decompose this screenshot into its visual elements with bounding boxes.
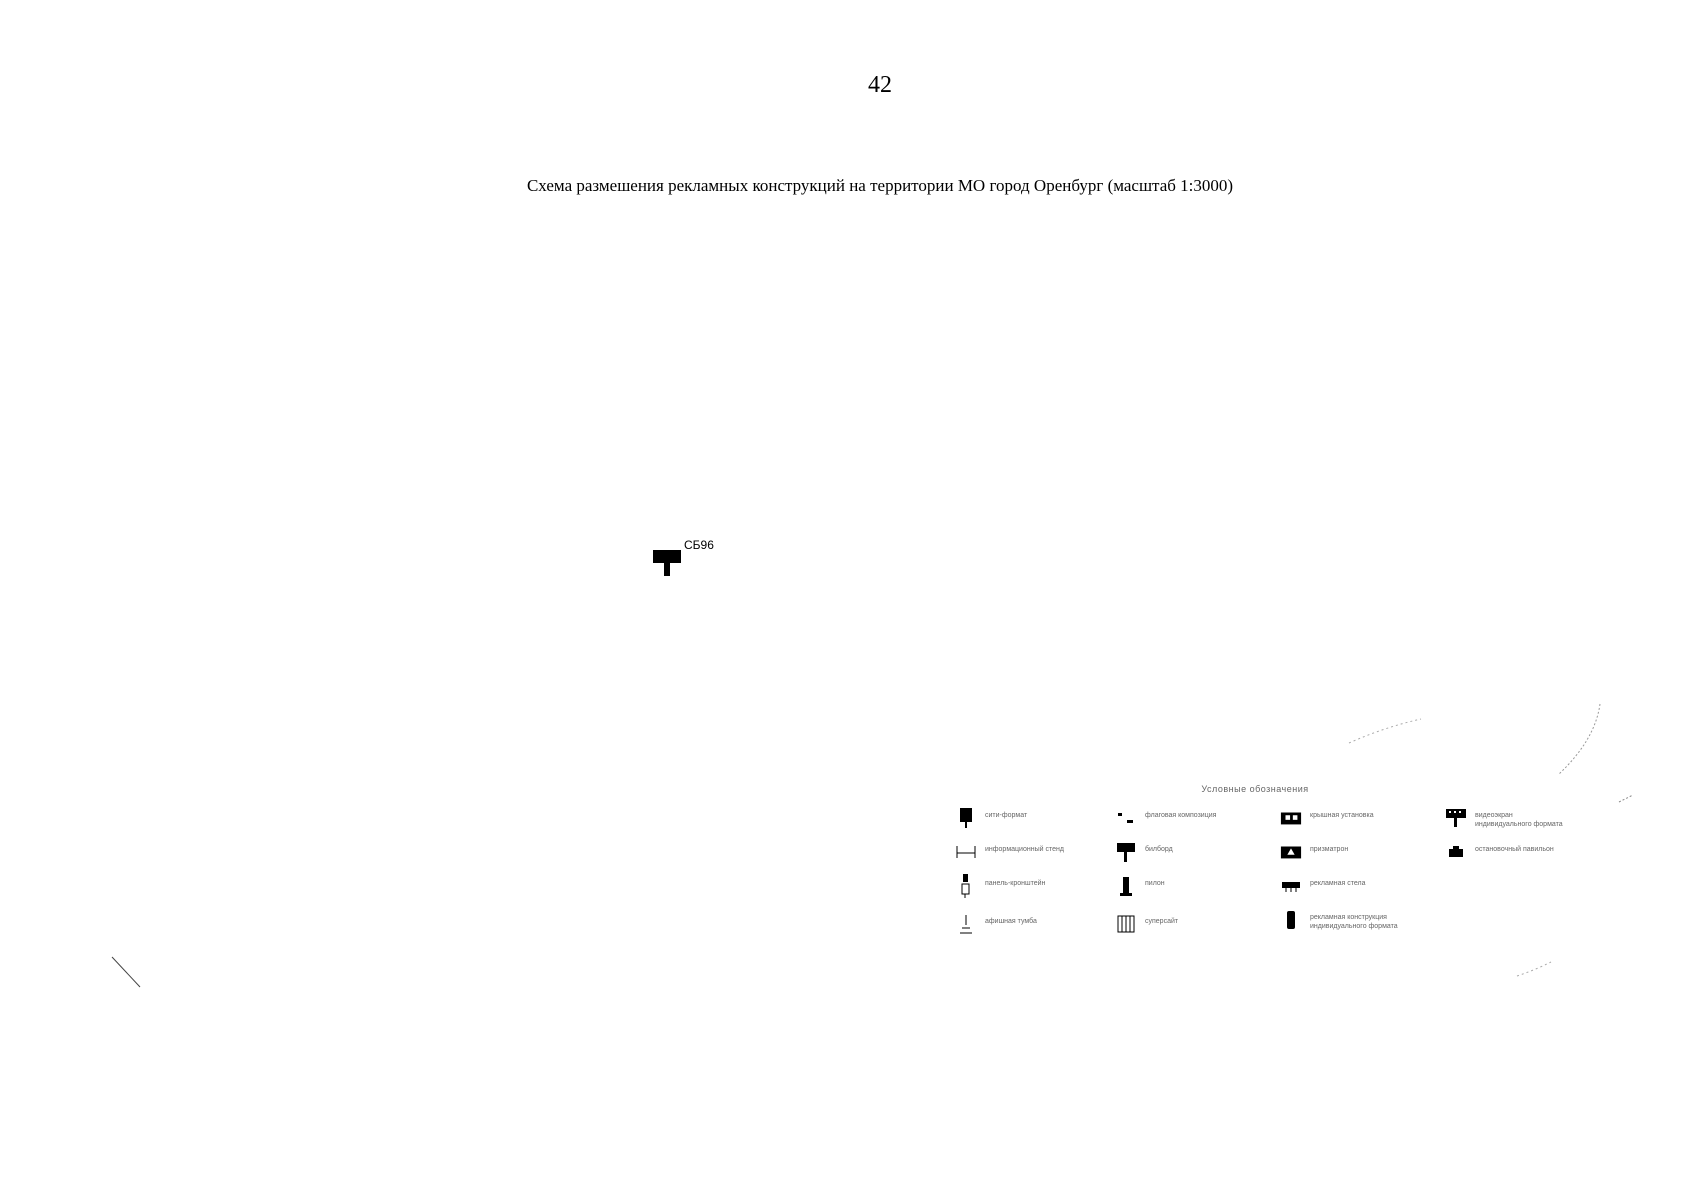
- billboard-icon: [1115, 842, 1137, 862]
- legend-item-label: панель-кронштейн: [985, 880, 1046, 887]
- individual-format-icon: [1280, 910, 1302, 930]
- legend-item: [955, 876, 1097, 896]
- legend-item-label: билборд: [1145, 846, 1173, 853]
- legend-item-label: призматрон: [1310, 846, 1349, 853]
- legend-item: [1115, 842, 1257, 862]
- legend-item-label: крышная установка: [1310, 812, 1374, 819]
- legend-item-label: рекламная конструкция индивидуального формата: [1310, 914, 1398, 930]
- advertising-stele-icon: [1280, 876, 1302, 896]
- prismatron-icon: [1280, 842, 1302, 862]
- supersite-icon: [1115, 914, 1137, 934]
- poster-column-icon: [955, 914, 977, 934]
- legend-item: [1280, 808, 1422, 828]
- video-screen-icon: [1445, 808, 1467, 828]
- billboard-icon[interactable]: [652, 548, 686, 578]
- legend-item: [1280, 842, 1422, 862]
- legend-item-label: остановочный павильон: [1475, 846, 1554, 853]
- legend-item: [1115, 876, 1257, 896]
- info-stand-icon: [955, 842, 977, 862]
- legend-item: [1115, 914, 1257, 934]
- legend-item: [1280, 876, 1422, 896]
- legend-item: [1445, 842, 1587, 862]
- map-line: [1555, 700, 1605, 780]
- legend-item-label: афишная тумба: [985, 918, 1037, 925]
- panel-bracket-icon: [955, 876, 977, 896]
- legend-title: Условные обозначения: [1201, 784, 1309, 794]
- marker-label: СБ96: [684, 538, 714, 552]
- legend-item-label: пилон: [1145, 880, 1165, 887]
- map-line: [1345, 715, 1425, 749]
- page-title: Схема размешения рекламных конструкций на территории МО город Оренбург (масштаб 1:3000): [526, 176, 1234, 195]
- legend-item-label: видеоэкран индивидуального формата: [1475, 812, 1563, 828]
- flag-composition-icon: [1115, 808, 1137, 828]
- bus-stop-icon: [1445, 842, 1467, 862]
- legend-item: [1445, 808, 1587, 829]
- legend-item-label: рекламная стела: [1310, 880, 1366, 887]
- legend-item: [955, 842, 1097, 862]
- legend-item: [1280, 910, 1422, 931]
- pylon-icon: [1115, 876, 1137, 896]
- legend: [955, 784, 1615, 964]
- legend-item: [955, 808, 1097, 828]
- map-line: [1617, 792, 1637, 804]
- legend-item-label: сити-формат: [985, 812, 1028, 819]
- roof-installation-icon: [1280, 808, 1302, 828]
- legend-item-label: суперсайт: [1145, 918, 1179, 925]
- legend-item: [955, 914, 1097, 934]
- page-number: 42: [868, 72, 892, 98]
- legend-item-label: флаговая композиция: [1145, 812, 1217, 819]
- city-format-icon: [955, 808, 977, 828]
- map-line: [110, 955, 144, 991]
- legend-item-label: информационный стенд: [985, 846, 1064, 853]
- legend-item: [1115, 808, 1257, 828]
